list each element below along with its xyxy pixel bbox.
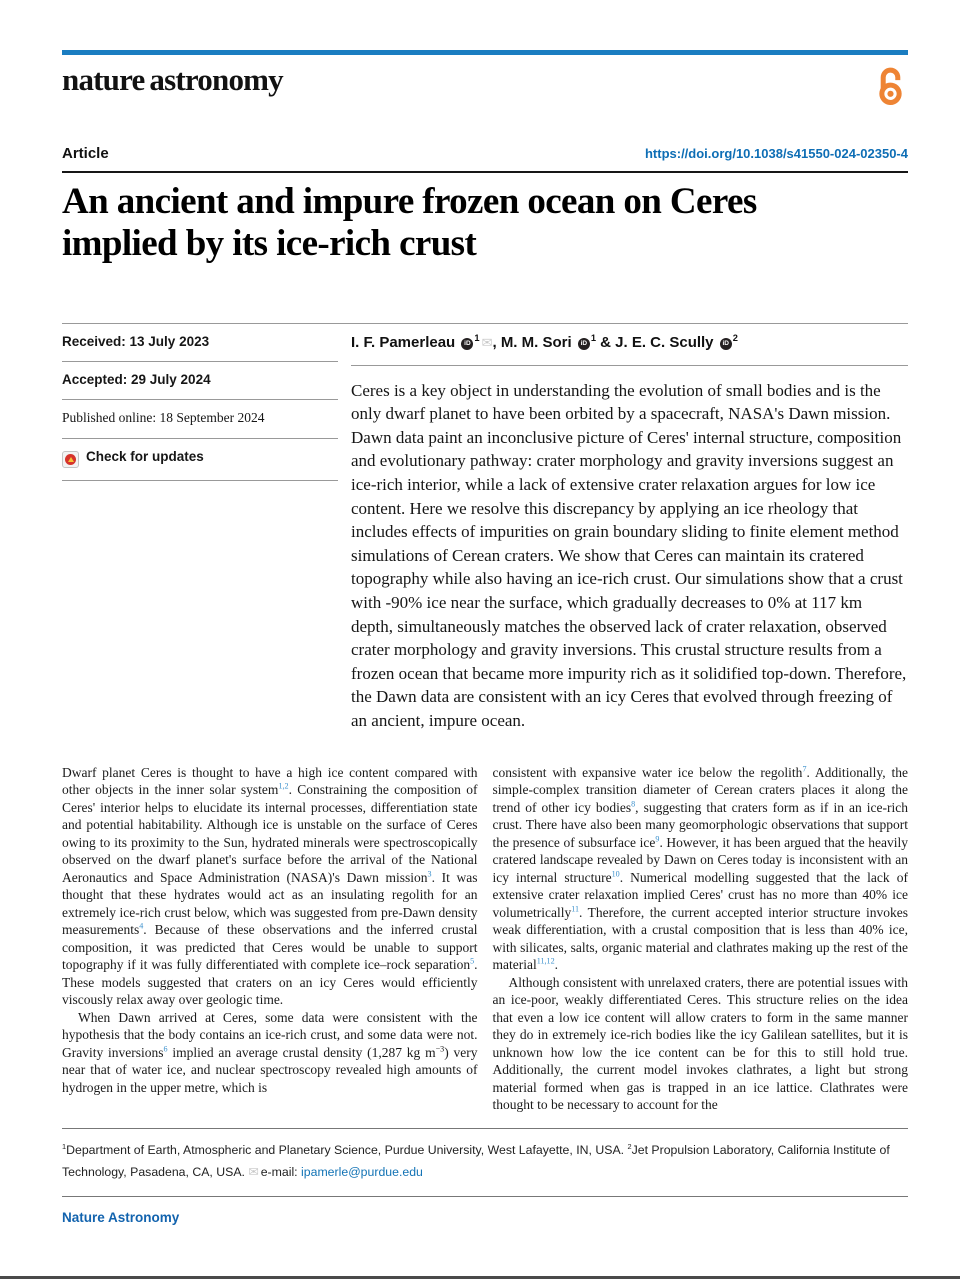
footer-journal-line [62,1196,908,1227]
body-paragraph: consistent with expansive water ice below the regolith$^7$. Additionally, the simple-complex transition diameter of Cerean craters places it along the trend of other icy bodies$^8$, suggesting that craters form as if in an ice-rich crust. There have also been many geomorphologic observations that support the presence of subsurface ice$^9$. However, it has been argued that the heavily cratered landscape revealed by Dawn on Ceres today is inconsistent with an icy internal structure$^{10}$. Numerical modelling suggested that the lack of extensive crater relaxation implied Ceres' crust has no more than 40% ice volumetrically$^{11}$. Therefore, the current accepted interior structure invokes weak differentiation, with a crustal composition that is less than 40% ice, with silicates, salts, organic material and clathrates making up the rest of the material$^{11,12}$. [492,764,908,972]
footer-journal-name: Nature Astronomy [62,1209,180,1225]
crossmark-icon [62,451,79,468]
article-title-line2: implied by its ice-rich crust [62,222,477,264]
body-paragraph: When Dawn arrived at Ceres, some data were consistent with the hypothesis that the body contains an ice-rich crust, and some data were not. Gravity inversions$^6$ implied an average crustal density (1,287 kg $m^{-3}$) very near that of water ice, and nuclear spectroscopy revealed high amounts of hydrogen in the upper metre, which is [62,1009,478,1095]
author: I. F. Pamerleau $iD^1$ ✉ [351,332,493,351]
affiliations-text: $^1$Department of Earth, Atmospheric and Planetary Science, Purdue University, West Lafayette, IN, USA. $^2$Jet Propulsion Laboratory, California Institute of Technology, Pasadena, CA, USA. [62,1141,890,1179]
orcid-icon[interactable]: iD [578,338,590,350]
envelope-icon: ✉ [248,1164,259,1179]
abstract-text: Ceres is a key object in understanding the evolution of small bodies and is the only dwarf planet to have been orbited by a spacecraft, NASA's Dawn mission. Dawn data paint an inconclusive picture of Ceres' internal structure, composition and evolutionary pathway: crater morphology and gravity inversions suggest an ice-rich interior, while a lack of extensive crater relaxation argues for low ice content. Here we resolve this discrepancy by applying an ice rheology that includes effects of impurities on grain boundary sliding to finite element method simulations of Cerean craters. We show that Ceres can maintain its cratered topography while also having an ice-rich crust. Our simulations show that a crust with -90% ice near the surface, which gradually decreases to 0% at 117 km depth, simultaneously matches the observed lack of crater relaxation, observed crater morphology and gravity inversions. This crustal structure results from a frozen ocean that became more impurity rich as it solidified top-down. Therefore, the Dawn data are consistent with an icy Ceres that evolved through freezing of an ancient, impure ocean. [351,380,907,730]
journal-logo: nature astronomy [62,62,283,97]
envelope-icon: ✉ [481,334,493,350]
article-header-row [62,145,908,162]
masthead [62,62,908,113]
orcid-icon[interactable]: iD [720,338,732,350]
top-accent-bar [62,50,908,55]
article-type-label: Article [62,145,109,162]
body-column-right [493,764,909,1114]
article-title [62,181,908,265]
received-date: Received: 13 July 2023 [62,324,338,362]
body-paragraph: Although consistent with unrelaxed craters, there are potential issues with an ice-poor, weakly differentiated Ceres. This structure relies on the idea that even a low ice content will allow craters to form in the same manner they do in extremely ice-rich bodies like the icy Galilean satellites, but it is unknown how low the ice content can be for this to still hold true. Additionally, the current model invokes clathrates, a light but strong material formed when gas is trapped in an ice lattice. Clathrates were thought to be necessary to account for the [492,974,908,1112]
body-text [62,764,908,1114]
check-for-updates-label: Check for updates [86,448,204,464]
article-title-line1: An ancient and impure frozen ocean on Ceres [62,181,757,222]
doi-link[interactable]: https://doi.org/10.1038/s41550-024-02350-4 [644,146,908,161]
metadata-column [62,324,338,733]
published-date: Published online: 18 September 2024 [62,400,338,439]
email-label: e-mail: [260,1164,298,1179]
orcid-icon[interactable]: iD [461,338,473,350]
author: M. M. Sori $iD^1$ [500,332,596,351]
abstract-section [62,323,908,733]
accepted-date: Accepted: 29 July 2024 [62,362,338,400]
body-paragraph: Dwarf planet Ceres is thought to have a high ice content compared with other objects in the inner solar system$^{1,2}$. Constraining the composition of Ceres' interior helps to elucidate its internal processes, differentiation state and potential habitability. Although ice is unstable on the surface of Ceres owing to its proximity to the Sun, hydrated minerals were spectroscopically observed on the dwarf planet's surface before the arrival of the National Aeronautics and Space Administration (NASA)'s Dawn mission$^3$. It was thought that these hydrates would act as an insulating regolith for an extremely ice-rich crust below, which was suggested from pre-Dawn density measurements$^4$. Because of these observations and the inferred crustal composition, it was predicted that Ceres would be unable to support topography if it was fully differentiated with complete ice–rock separation$^5$. These models suggested that craters on an icy Ceres would efficiently viscously relax away over geologic time. [62,764,478,1007]
abstract-column [351,324,908,733]
affiliations-footnote [62,1128,908,1183]
author: J. E. C. Scully $iD^2$ [615,332,738,351]
check-for-updates[interactable] [62,439,338,481]
body-column-left [62,764,478,1114]
header-divider [62,171,908,173]
open-access-icon [875,65,906,113]
email-link[interactable]: ipamerle@purdue.edu [301,1164,423,1179]
authors-line: I. F. Pamerleau $iD^1$ ✉, M. M. Sori $iD^1$ & J. E. C. Scully $iD^2$ [351,324,908,366]
